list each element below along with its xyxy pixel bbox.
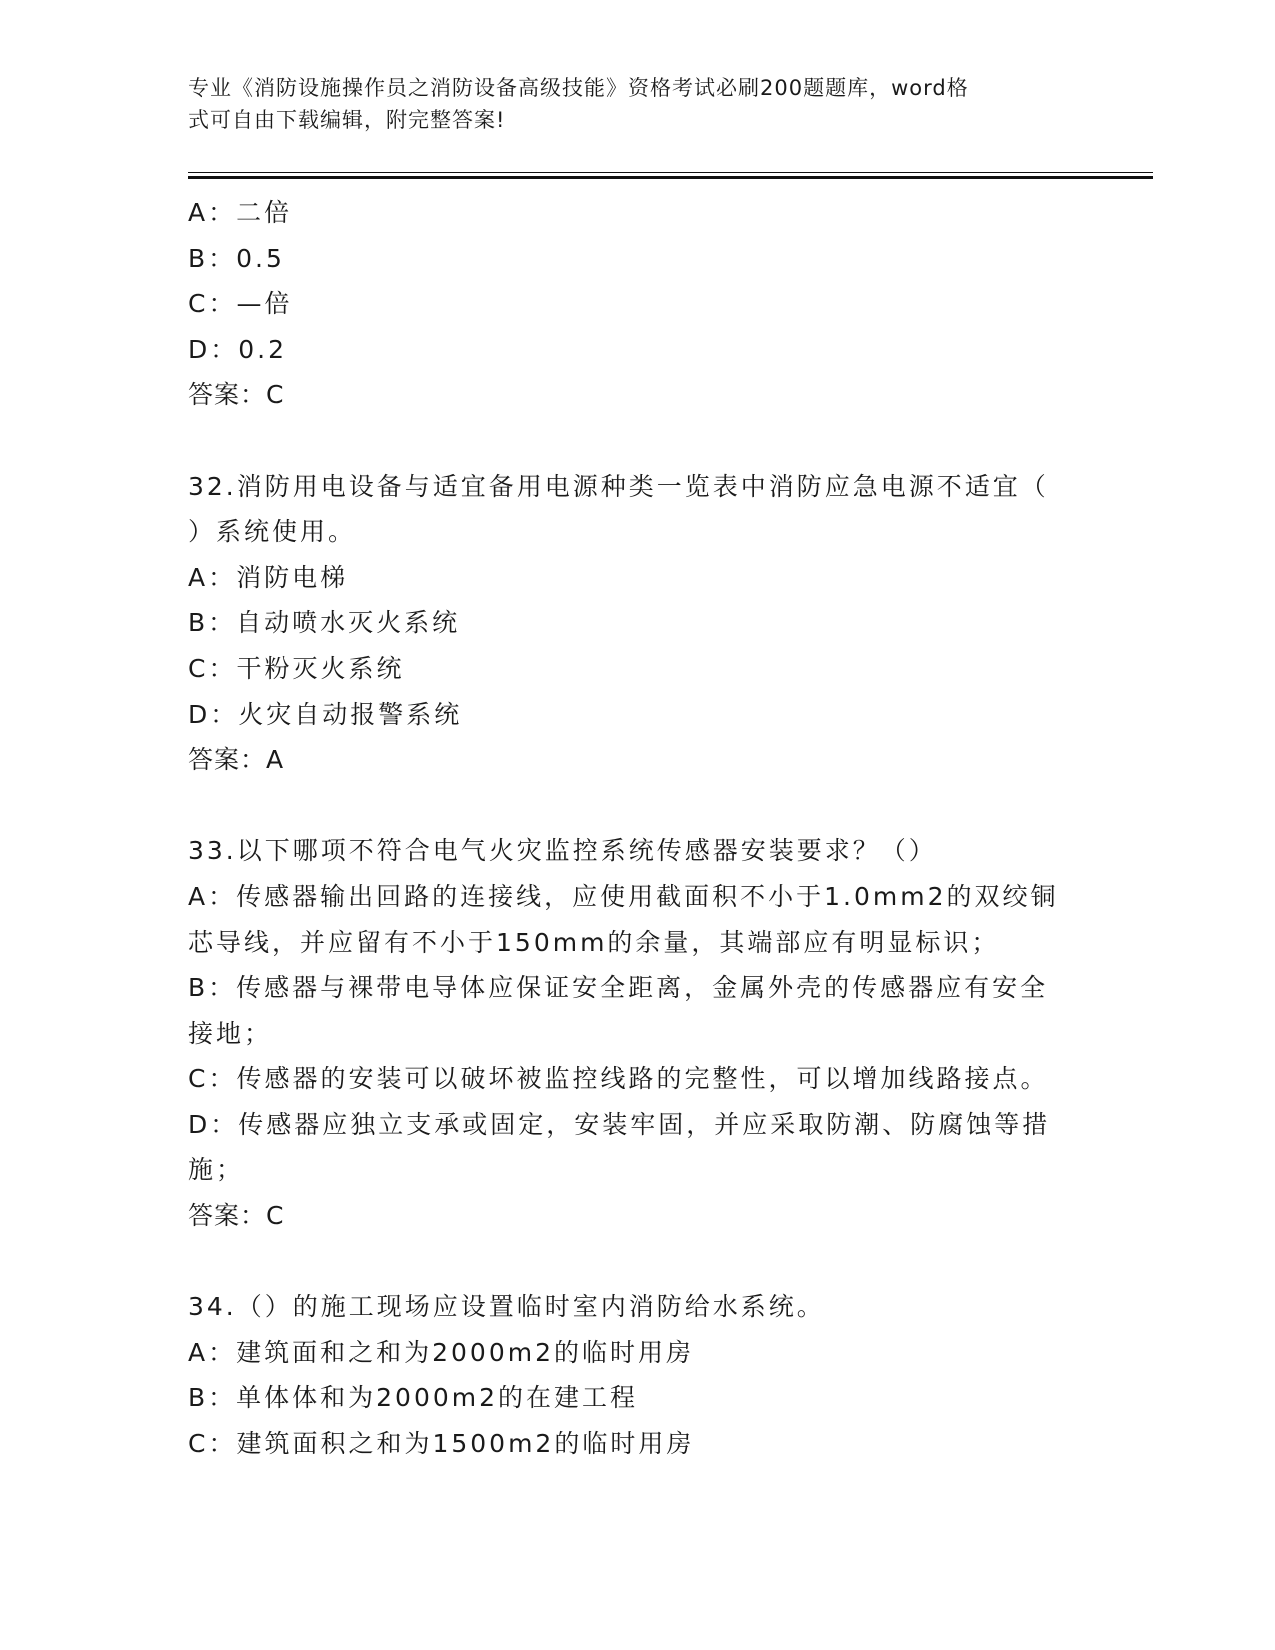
option-c: C：传感器的安装可以破坏被监控线路的完整性，可以增加线路接点。 — [188, 1064, 1049, 1094]
question-prev-block — [188, 190, 1088, 418]
question-stem: 32.消防用电设备与适宜备用电源种类一览表中消防应急电源不适宜（ — [188, 471, 1049, 501]
question-33-block — [188, 828, 1088, 1238]
document-header — [188, 72, 1068, 136]
question-content — [188, 190, 1088, 1467]
option-a: A：传感器输出回路的连接线，应使用截面积不小于1.0mm2的双绞铜 — [188, 881, 1059, 911]
answer-line: 答案：C — [188, 1201, 285, 1231]
option-c: C：干粉灭火系统 — [188, 653, 405, 683]
option-d: D：火灾自动报警系统 — [188, 699, 463, 729]
option-d: D：0.2 — [188, 334, 288, 364]
header-line-2: 式可自由下载编辑，附完整答案! — [188, 108, 506, 132]
option-d: D：传感器应独立支承或固定，安装牢固，并应采取防潮、防腐蚀等措 — [188, 1109, 1051, 1139]
header-line-1: 专业《消防设施操作员之消防设备高级技能》资格考试必刷200题题库，word格 — [188, 76, 969, 100]
option-b: B：单体体和为2000m2的在建工程 — [188, 1383, 639, 1413]
answer-line: 答案：C — [188, 380, 285, 410]
question-stem: 33.以下哪项不符合电气火灾监控系统传感器安装要求？（） — [188, 836, 937, 866]
option-a: A：消防电梯 — [188, 562, 349, 592]
option-a: A：二倍 — [188, 198, 293, 227]
option-b-continued: 接地； — [188, 1018, 273, 1048]
option-c: C：建筑面积之和为1500m2的临时用房 — [188, 1429, 695, 1459]
option-a-continued: 芯导线，并应留有不小于150mm的余量，其端部应有明显标识； — [188, 927, 1000, 957]
question-stem: 34.（）的施工现场应设置临时室内消防给水系统。 — [188, 1292, 825, 1322]
answer-line: 答案：A — [188, 745, 285, 775]
spacer — [188, 418, 1088, 464]
question-stem-continued: ）系统使用。 — [188, 517, 357, 547]
header-divider-thin — [188, 172, 1153, 173]
option-b: B：0.5 — [188, 243, 285, 273]
option-b: B：传感器与裸带电导体应保证安全距离，金属外壳的传感器应有安全 — [188, 973, 1049, 1003]
spacer — [188, 783, 1088, 829]
option-b: B：自动喷水灭火系统 — [188, 608, 461, 638]
option-a: A：建筑面和之和为2000m2的临时用房 — [188, 1337, 694, 1367]
question-32-block — [188, 464, 1088, 783]
option-c: C：—倍 — [188, 289, 293, 319]
spacer — [188, 1239, 1088, 1285]
option-d-continued: 施； — [188, 1155, 245, 1185]
header-divider-thick — [188, 176, 1153, 179]
question-34-block — [188, 1284, 1088, 1466]
